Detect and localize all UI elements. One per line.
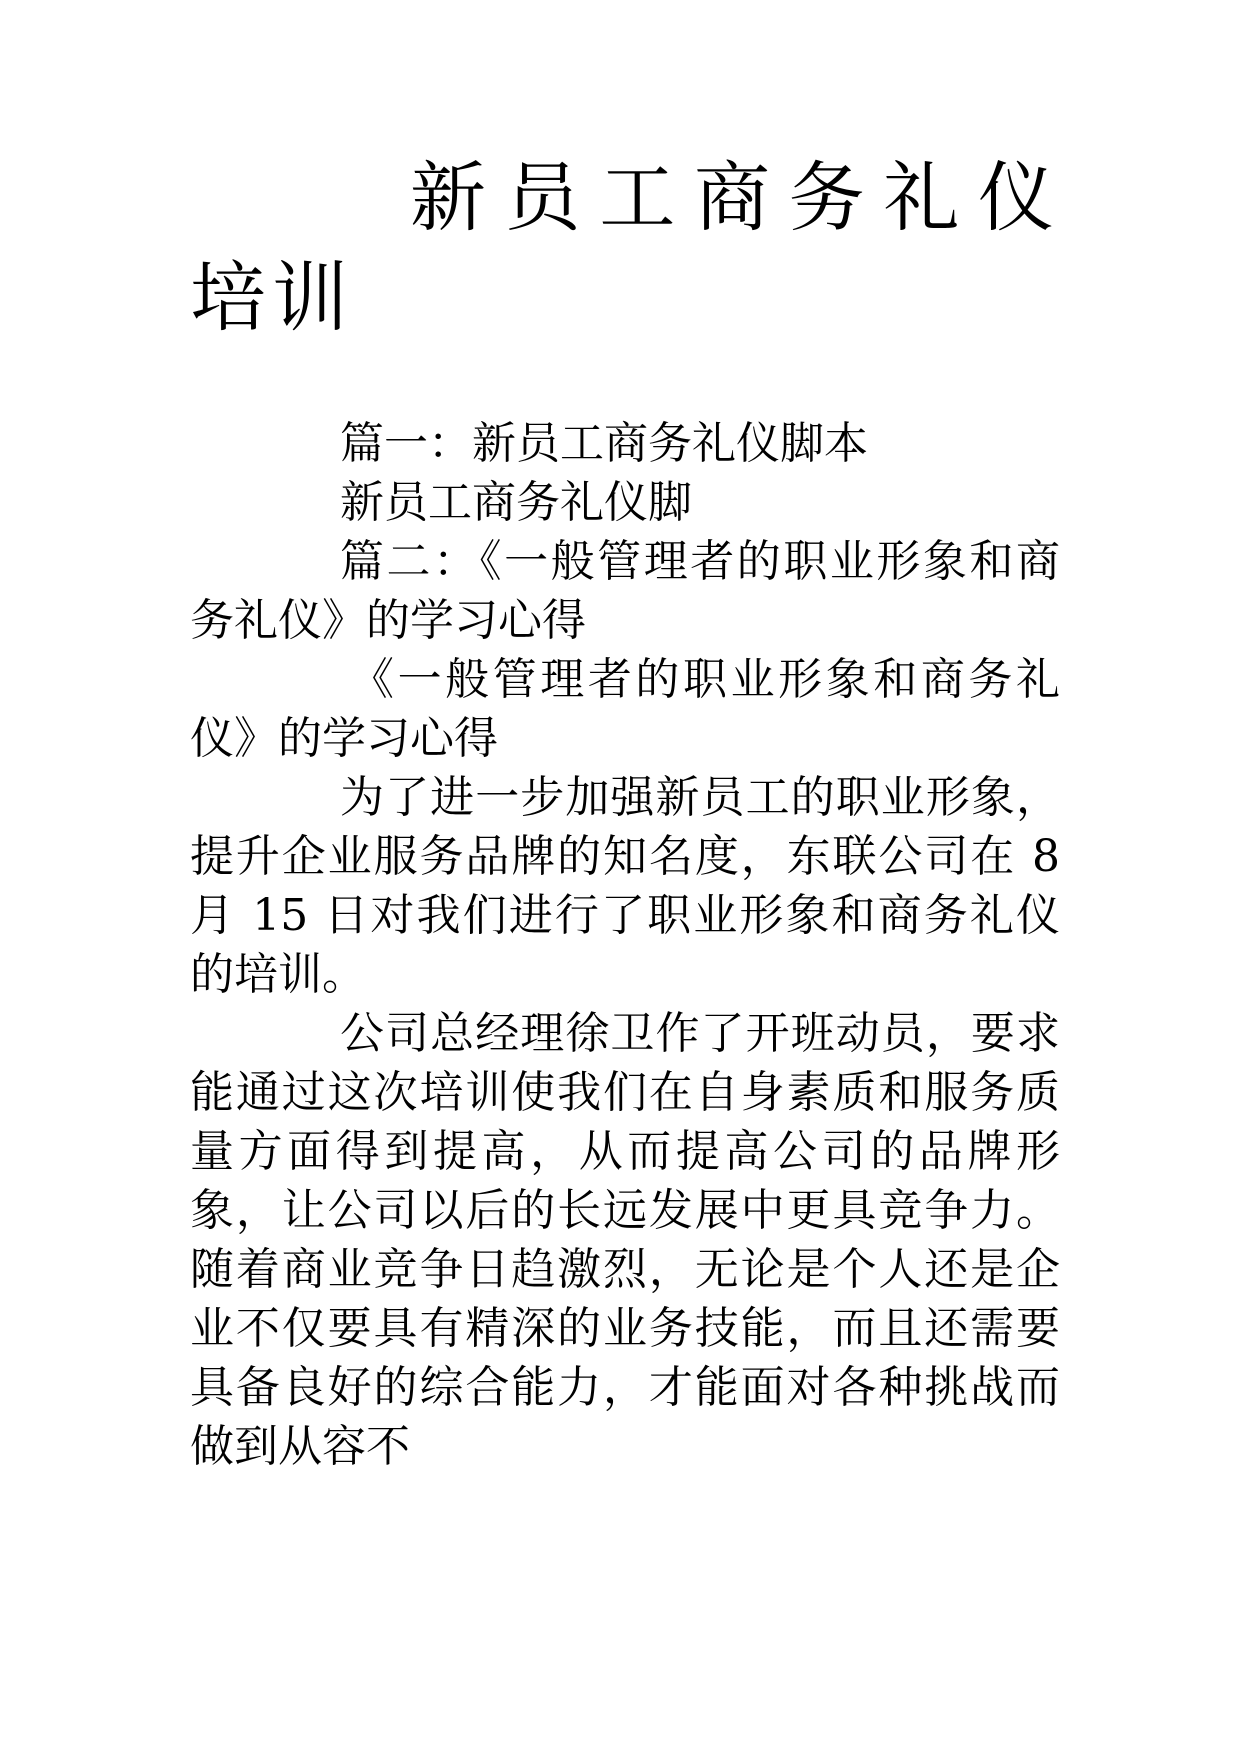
paragraph-training-intro: 为了进一步加强新员工的职业形象，提升企业服务品牌的知名度，东联公司在 8 月 15 日对我们进行了职业形象和商务礼仪的培训。	[190, 772, 1060, 1000]
paragraph-study-notes-title: 《一般管理者的职业形象和商务礼仪》的学习心得	[190, 654, 1060, 764]
paragraph-opening-speech: 公司总经理徐卫作了开班动员，要求能通过这次培训使我们在自身素质和服务质量方面得到提高，从而提高公司的品牌形象，让公司以后的长远发展中更具竞争力。随着商业竞争日趋激烈，无论是个人还是企业不仅要具有精深的业务技能，而且还需要具备良好的综合能力，才能面对各种挑战而做到从容不	[190, 1008, 1060, 1472]
paragraph-section-two-heading: 篇二：《一般管理者的职业形象和商务礼仪》的学习心得	[190, 536, 1060, 646]
document-content	[190, 148, 1060, 1476]
paragraph-section-one-heading: 篇一：新员工商务礼仪脚本	[340, 418, 868, 469]
document-body	[190, 414, 1060, 1476]
paragraph-script-title: 新员工商务礼仪脚	[340, 477, 692, 528]
document-title: 新员工商务礼仪培训	[190, 153, 1060, 342]
